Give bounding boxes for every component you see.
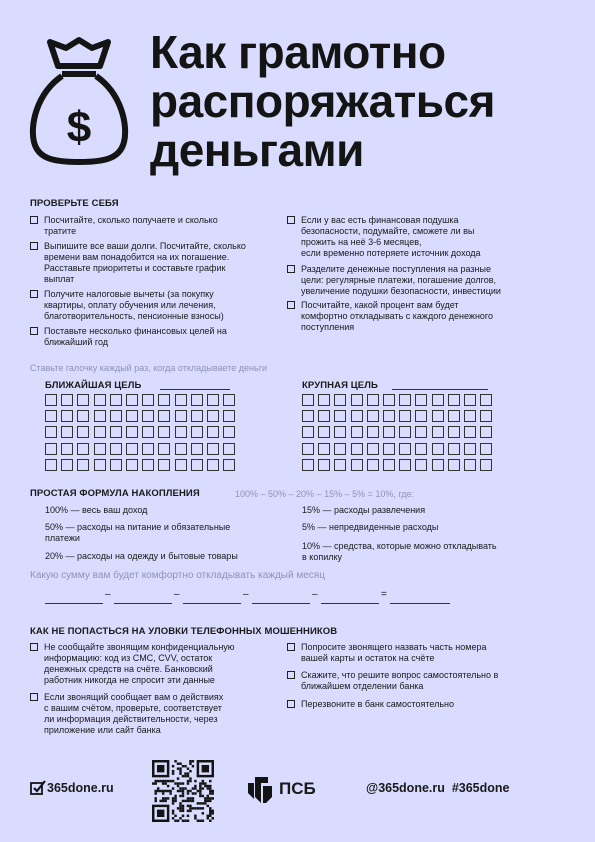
tick-box[interactable]	[399, 426, 411, 438]
tick-box[interactable]	[110, 459, 122, 471]
tick-box[interactable]	[77, 443, 89, 455]
checkmark-icon	[30, 780, 46, 796]
tick-box[interactable]	[302, 443, 314, 455]
tick-box[interactable]	[415, 394, 427, 406]
tick-box[interactable]	[45, 410, 57, 422]
tick-box[interactable]	[318, 394, 330, 406]
check-item[interactable]: Выпишите все ваши долги. Посчитайте, сколько времени вам понадобится на их погашение. Расставьте приоритеты и составьте график выплат	[30, 241, 284, 285]
money-bag-icon	[28, 34, 130, 168]
tick-box[interactable]	[302, 394, 314, 406]
amount-result[interactable]	[390, 603, 450, 604]
tick-box[interactable]	[432, 459, 444, 471]
tick-box[interactable]	[126, 394, 138, 406]
tick-box[interactable]	[142, 394, 154, 406]
tick-box[interactable]	[158, 443, 170, 455]
formula-item: 10% — средства, которые можно откладывать в копилку	[302, 541, 497, 562]
tick-box[interactable]	[302, 459, 314, 471]
tick-box[interactable]	[464, 426, 476, 438]
tick-box[interactable]	[142, 459, 154, 471]
goal-near-field[interactable]	[160, 389, 230, 390]
checkbox[interactable]	[287, 265, 295, 273]
tick-box[interactable]	[191, 443, 203, 455]
formula-item: 100% — весь ваш доход	[45, 505, 148, 515]
tick-box[interactable]	[367, 443, 379, 455]
tick-box[interactable]	[415, 410, 427, 422]
tick-box[interactable]	[110, 394, 122, 406]
footer-social[interactable]: @365done.ru #365done	[366, 781, 510, 795]
minus-sign: –	[312, 589, 318, 600]
checkbox[interactable]	[287, 643, 295, 651]
tick-box[interactable]	[158, 426, 170, 438]
amount-field-1[interactable]	[45, 603, 103, 604]
goal-near-label: БЛИЖАЙШАЯ ЦЕЛЬ	[45, 380, 142, 391]
tick-box[interactable]	[351, 410, 363, 422]
tick-box[interactable]	[415, 443, 427, 455]
tick-box[interactable]	[351, 426, 363, 438]
tick-box[interactable]	[480, 459, 492, 471]
checkbox[interactable]	[30, 643, 38, 651]
tick-box[interactable]	[399, 443, 411, 455]
tick-box[interactable]	[334, 394, 346, 406]
check-item[interactable]: Получите налоговые вычеты (за покупку квартиры, оплату обучения или лечения, благотворительность, пенсионные взносы)	[30, 289, 284, 322]
tick-box[interactable]	[223, 394, 235, 406]
tick-box[interactable]	[383, 426, 395, 438]
tick-box[interactable]	[45, 394, 57, 406]
tick-box[interactable]	[464, 394, 476, 406]
tick-box[interactable]	[415, 459, 427, 471]
title-line-3: деньгами	[150, 124, 364, 176]
formula-item: 50% — расходы на питание и обязательные платежи	[45, 522, 231, 543]
psb-logo-icon	[248, 777, 272, 803]
check-item[interactable]: Посчитайте, сколько получаете и сколько тратите	[30, 215, 284, 237]
tick-grid-near[interactable]	[45, 394, 235, 471]
tick-box[interactable]	[77, 410, 89, 422]
checkbox[interactable]	[287, 671, 295, 679]
tick-box[interactable]	[399, 394, 411, 406]
scam-heading: КАК НЕ ПОПАСТЬСЯ НА УЛОВКИ ТЕЛЕФОННЫХ МОШЕННИКОВ	[30, 626, 338, 637]
goal-big-field[interactable]	[392, 389, 488, 390]
amount-field-3[interactable]	[183, 603, 241, 604]
checkbox[interactable]	[287, 216, 295, 224]
tick-box[interactable]	[448, 443, 460, 455]
footer-site-link[interactable]: 365done.ru	[47, 781, 114, 795]
tick-box[interactable]	[94, 459, 106, 471]
qr-code-icon[interactable]	[152, 760, 214, 822]
tick-box[interactable]	[77, 394, 89, 406]
tick-box[interactable]	[61, 394, 73, 406]
tick-hint: Ставьте галочку каждый раз, когда откладываете деньги	[30, 363, 268, 373]
tick-box[interactable]	[318, 426, 330, 438]
tick-box[interactable]	[302, 410, 314, 422]
checkbox[interactable]	[30, 290, 38, 298]
tick-box[interactable]	[334, 443, 346, 455]
tick-box[interactable]	[110, 410, 122, 422]
check-item[interactable]: Разделите денежные поступления на разные цели: регулярные платежи, погашение долгов, увеличение подушки безопасности, инвестиции	[287, 264, 551, 297]
tick-box[interactable]	[399, 410, 411, 422]
tick-box[interactable]	[126, 426, 138, 438]
amount-field-5[interactable]	[321, 603, 379, 604]
tick-box[interactable]	[191, 410, 203, 422]
tick-box[interactable]	[334, 410, 346, 422]
tick-box[interactable]	[126, 459, 138, 471]
tick-box[interactable]	[142, 443, 154, 455]
tick-box[interactable]	[207, 394, 219, 406]
tick-box[interactable]	[480, 426, 492, 438]
tick-box[interactable]	[158, 410, 170, 422]
checkbox[interactable]	[30, 216, 38, 224]
formula-item: 20% — расходы на одежду и бытовые товары	[45, 551, 238, 561]
formula-item: 5% — непредвиденные расходы	[302, 522, 439, 532]
tick-box[interactable]	[432, 394, 444, 406]
tick-box[interactable]	[399, 459, 411, 471]
tick-box[interactable]	[367, 426, 379, 438]
tick-box[interactable]	[77, 426, 89, 438]
tick-box[interactable]	[367, 410, 379, 422]
formula-heading: ПРОСТАЯ ФОРМУЛА НАКОПЛЕНИЯ	[30, 488, 200, 499]
tick-box[interactable]	[351, 459, 363, 471]
tick-box[interactable]	[318, 410, 330, 422]
checkbox[interactable]	[30, 693, 38, 701]
tick-box[interactable]	[383, 410, 395, 422]
tick-box[interactable]	[448, 394, 460, 406]
tick-box[interactable]	[334, 459, 346, 471]
tick-box[interactable]	[207, 459, 219, 471]
tick-box[interactable]	[480, 410, 492, 422]
tick-box[interactable]	[45, 443, 57, 455]
tick-box[interactable]	[61, 410, 73, 422]
tick-box[interactable]	[480, 443, 492, 455]
tick-box[interactable]	[302, 426, 314, 438]
tick-box[interactable]	[223, 443, 235, 455]
minus-sign: –	[243, 589, 249, 600]
tick-box[interactable]	[45, 459, 57, 471]
tick-box[interactable]	[175, 426, 187, 438]
tick-box[interactable]	[480, 394, 492, 406]
tick-box[interactable]	[464, 443, 476, 455]
tick-box[interactable]	[45, 426, 57, 438]
tick-box[interactable]	[415, 426, 427, 438]
equals-sign: =	[381, 589, 387, 600]
tick-box[interactable]	[383, 459, 395, 471]
tick-box[interactable]	[94, 426, 106, 438]
check-item[interactable]: Поставьте несколько финансовых целей на ближайший год	[30, 326, 284, 348]
tick-box[interactable]	[367, 459, 379, 471]
tick-box[interactable]	[94, 410, 106, 422]
tick-box[interactable]	[175, 394, 187, 406]
scam-item[interactable]: Если звонящий сообщает вам о действиях с вашим счётом, проверьте, соответствует ли информация действительности, через приложение или сайт банка	[30, 692, 284, 736]
tick-box[interactable]	[158, 459, 170, 471]
tick-box[interactable]	[158, 394, 170, 406]
tick-box[interactable]	[207, 426, 219, 438]
tick-box[interactable]	[448, 426, 460, 438]
tick-box[interactable]	[367, 394, 379, 406]
checkbox[interactable]	[287, 301, 295, 309]
check-item[interactable]: Если у вас есть финансовая подушка безопасности, подумайте, сможете ли вы прожить на неё 3-6 месяцев, если временно потеряете источник дохода	[287, 215, 551, 259]
amount-field-4[interactable]	[252, 603, 310, 604]
formula-item: 15% — расходы развлечения	[302, 505, 426, 515]
bank-name: ПСБ	[279, 779, 316, 798]
checkbox[interactable]	[287, 700, 295, 708]
tick-box[interactable]	[191, 394, 203, 406]
scam-item[interactable]: Не сообщайте звонящим конфиденциальную информацию: код из СМС, CVV, остаток денежных средств на счёте. Банковский работник никогда не спросит эти данные	[30, 642, 284, 686]
tick-box[interactable]	[191, 459, 203, 471]
tick-box[interactable]	[448, 459, 460, 471]
amount-field-2[interactable]	[114, 603, 172, 604]
minus-sign: –	[174, 589, 180, 600]
tick-box[interactable]	[94, 394, 106, 406]
tick-box[interactable]	[383, 394, 395, 406]
tick-box[interactable]	[175, 459, 187, 471]
tick-box[interactable]	[207, 443, 219, 455]
check-heading: ПРОВЕРЬТЕ СЕБЯ	[30, 198, 119, 209]
tick-box[interactable]	[432, 426, 444, 438]
tick-box[interactable]	[94, 443, 106, 455]
scam-item[interactable]: Перезвоните в банк самостоятельно	[287, 699, 551, 710]
scam-item[interactable]: Скажите, что решите вопрос самостоятельно в ближайшем отделении банка	[287, 670, 551, 692]
page-title	[150, 28, 495, 175]
tick-box[interactable]	[175, 410, 187, 422]
tick-box[interactable]	[191, 426, 203, 438]
tick-box[interactable]	[142, 410, 154, 422]
checkbox[interactable]	[30, 327, 38, 335]
tick-box[interactable]	[126, 410, 138, 422]
tick-box[interactable]	[432, 443, 444, 455]
tick-box[interactable]	[223, 426, 235, 438]
tick-box[interactable]	[223, 459, 235, 471]
tick-box[interactable]	[61, 443, 73, 455]
tick-box[interactable]	[207, 410, 219, 422]
tick-box[interactable]	[61, 426, 73, 438]
tick-grid-big[interactable]	[302, 394, 492, 471]
tick-box[interactable]	[448, 410, 460, 422]
tick-box[interactable]	[464, 459, 476, 471]
tick-box[interactable]	[334, 426, 346, 438]
title-line-2: распоряжаться	[150, 75, 495, 127]
tick-box[interactable]	[351, 443, 363, 455]
formula-question: Какую сумму вам будет комфортно откладывать каждый месяц	[30, 570, 325, 581]
title-line-1: Как грамотно	[150, 26, 446, 78]
tick-box[interactable]	[383, 443, 395, 455]
checkbox[interactable]	[30, 242, 38, 250]
tick-box[interactable]	[142, 426, 154, 438]
goal-big-label: КРУПНАЯ ЦЕЛЬ	[302, 380, 378, 391]
tick-box[interactable]	[318, 443, 330, 455]
formula-equation: 100% – 50% – 20% – 15% – 5% = 10%, где:	[235, 489, 414, 499]
tick-box[interactable]	[61, 459, 73, 471]
check-item[interactable]: Посчитайте, какой процент вам будет комфортно откладывать с каждого денежного поступления	[287, 300, 551, 333]
tick-box[interactable]	[318, 459, 330, 471]
tick-box[interactable]	[175, 443, 187, 455]
tick-box[interactable]	[464, 410, 476, 422]
tick-box[interactable]	[110, 443, 122, 455]
svg-text:$: $	[66, 103, 92, 152]
tick-box[interactable]	[432, 410, 444, 422]
tick-box[interactable]	[223, 410, 235, 422]
scam-item[interactable]: Попросите звонящего назвать часть номера вашей карты и остаток на счёте	[287, 642, 551, 664]
tick-box[interactable]	[77, 459, 89, 471]
tick-box[interactable]	[110, 426, 122, 438]
minus-sign: –	[105, 589, 111, 600]
tick-box[interactable]	[351, 394, 363, 406]
tick-box[interactable]	[126, 443, 138, 455]
